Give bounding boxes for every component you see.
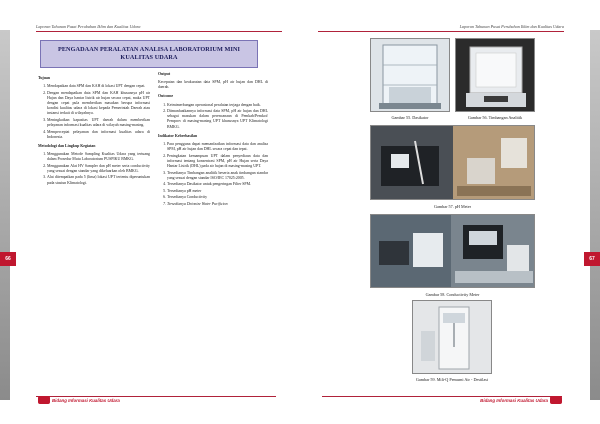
list-item: 3. Meningkatkan kapasitas UPT daerah dalam memberikan pelayanan informasi kualitas udara di wilayah masing-masing.	[47, 118, 150, 128]
caption-g58-text: Gambar 58. Conductivity Meter	[425, 292, 480, 297]
metodologi-list	[38, 152, 150, 186]
caption-g59: Gambar 59. Mili-Q Pemurni Air - Destilasi	[415, 377, 489, 382]
column-right	[158, 72, 268, 208]
footer-text-right: Bidang Informasi Kualitas Udara	[480, 398, 548, 403]
photo-analytical-balance	[455, 38, 535, 112]
list-item: 2. Ditmanfaatkannya informasi data SPM, pH air hujan dan DHL sebagai masukan dalam perencanaan di Pemkab/Pemkot/ Pemprov di masing-masing UPT khususnya UPT Klimatologi BMKG.	[167, 109, 268, 130]
photo-milliq	[412, 300, 492, 374]
section-title-box	[40, 40, 258, 68]
list-item: 6. Tersedianya Conductivity	[167, 195, 268, 200]
metodologi-heading: Metodologi dan Lingkup Kegiatan	[38, 143, 96, 148]
footer-text-left: Bidang Informasi Kualitas Udara	[52, 398, 120, 403]
column-left	[38, 72, 150, 187]
indikator-list	[158, 142, 268, 207]
list-item: 4. Memperceptat pelayanan dan informasi kualitas udara di Indonesia.	[47, 130, 150, 140]
running-header-right: Laporan Tahunan Pusat Perubahan Iklim dan Kualitas Udara	[459, 24, 564, 29]
list-item: 3. Tersedianya Timbangan analitik beserta anak timbangan standar yang sesuai dengan standar ISO/IEC 17025:2005.	[167, 171, 268, 181]
footer-rule-left	[36, 396, 276, 397]
output-heading: Output	[158, 72, 171, 76]
right-page	[300, 0, 600, 424]
caption-g56: Gambar 56. Timbangan Analitik	[467, 115, 523, 120]
header-rule-right	[318, 31, 564, 32]
list-item: 5. Tersedianya pH meter	[167, 189, 268, 194]
list-item: 1. Keimimerbungan operasional peralatan terjaga dengan baik.	[167, 103, 268, 108]
section-title: PENGADAAN PERALATAN ANALISA LABORATORIUM MINI KUALITAS UDARA	[57, 46, 241, 61]
indikator-heading: Indikator Keberhasilan	[158, 133, 198, 138]
list-item: 3. Alat ditempatkan pada 5 (lima) lokasi UPT tertentu diperuntukan pada stasiun Klimatologi.	[47, 175, 150, 185]
page-number-right: 67	[584, 252, 600, 266]
caption-g55: Gambar 55. Dasikator	[391, 115, 429, 120]
tujuan-list	[38, 84, 150, 140]
list-item: 2. Menggunakan Alat HV Sampler dan pH meter serta conductivity yang sesuai dengan standar yang dikeluarkan oleh BMKG.	[47, 164, 150, 174]
desiccator-image	[371, 39, 450, 112]
page-edge-strip-left	[0, 30, 10, 400]
bmkg-logo-icon	[38, 396, 50, 404]
footer-rule-right	[322, 396, 562, 397]
list-item: 1. Menggunakan Metode Sampling Kualitas Udara yang tertuang dalam Prosedur Mutu Laboratorium PUSPIKU BMKG.	[47, 152, 150, 162]
photo-desiccator	[370, 38, 450, 112]
page-number-left: 66	[0, 252, 16, 266]
list-item: 4. Tersedianya Dasikator untuk pengeringan Filter SPM.	[167, 182, 268, 187]
balance-image	[456, 39, 535, 112]
outcome-list	[158, 103, 268, 130]
bmkg-logo-icon	[550, 396, 562, 404]
header-rule-left	[36, 31, 282, 32]
caption-g58	[370, 292, 535, 297]
photo-ph-meter	[370, 125, 535, 200]
list-item: 1. Mendapatkan data SPM dan KAH di lokasi UPT dengan cepat.	[47, 84, 150, 89]
tujuan-heading: Tujuan	[38, 76, 50, 80]
caption-g57: Gambar 57. pH Meter	[434, 204, 471, 209]
list-item: 7. Tersedianya Deionize Water Purificion	[167, 202, 268, 207]
page-edge-strip-right	[590, 30, 600, 400]
milliq-image	[413, 301, 492, 374]
output-text: Kecepatan dan keakuratan data SPM, pH air hujan dan DHL di daerah.	[158, 80, 268, 90]
conductivity-meter-image	[371, 215, 535, 288]
list-item: 2. Dengan mendapatkan data SPM dan KAH khususnya pH air Hujan dan Daya hantar listrik air hujan secara cepat, maka UPT dengan cepat pula memberikan masukan berupa informasi kondisi kualitas udara di lokasi kepada Pemerintah Daerah atau instansi terkait di wilayahnya.	[47, 91, 150, 117]
list-item: 1. Para pengguna dapat memanfaatkan informasi data dan analisa SPM, pH air hujan dan DHL secara cepat dan tepat.	[167, 142, 268, 152]
running-header-left: Laporan Tahunan Pusat Perubahan Iklim dan Kualitas Udara	[36, 24, 141, 29]
outcome-heading: Outcome	[158, 94, 174, 99]
ph-meter-image	[371, 126, 535, 200]
list-item: 2. Peningkatan kemampuan UPT dalam penyediaan data dan informasi tentang konsentrasi SPM, pH air Hujan serta Daya Hantar Listrik (DHL) pada air hujan di masing-masing UPT.	[167, 154, 268, 169]
photo-conductivity-meter	[370, 214, 535, 288]
